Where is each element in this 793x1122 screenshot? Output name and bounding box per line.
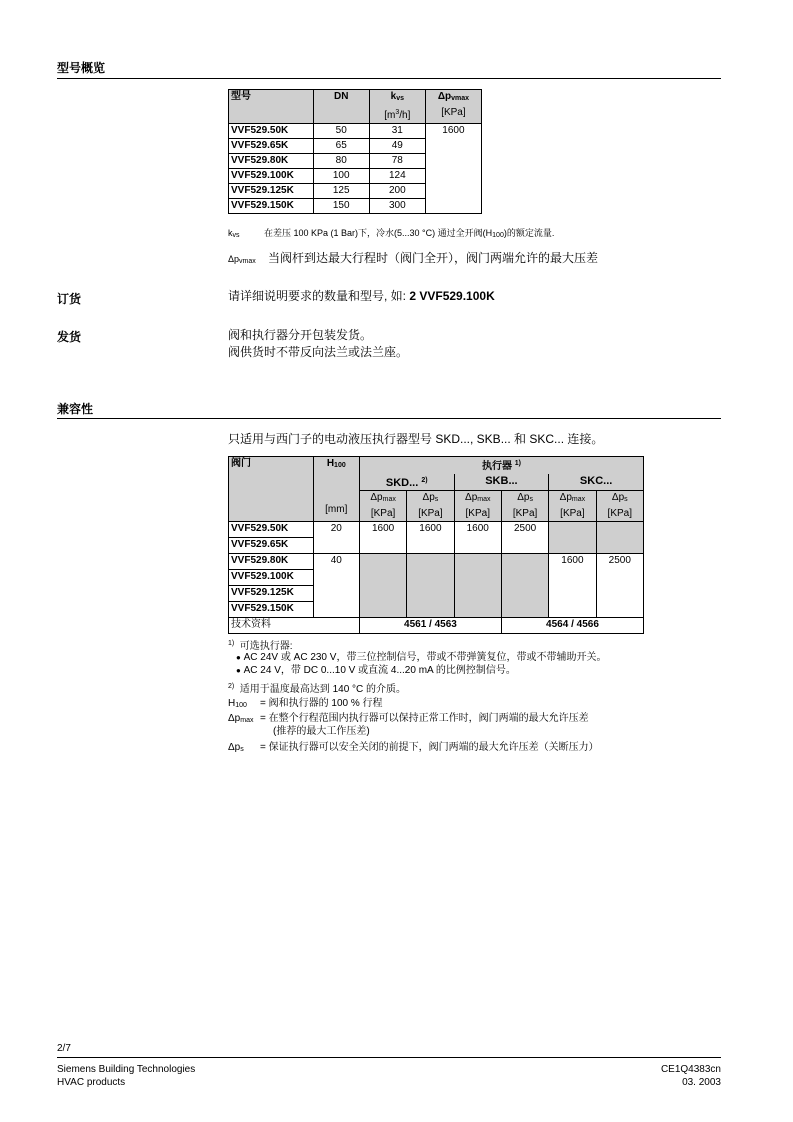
footer-rule (57, 1057, 721, 1058)
table-cell-kvs: 78 (369, 154, 425, 169)
h100-definition: $H_{100}$ = 阀和执行器的 100 % 行程 (228, 698, 383, 709)
header-dpmax: $\Delta p_{max}$ [KPa] (454, 491, 501, 522)
table-cell-model: VVF529.125K (229, 184, 314, 199)
table-cell-empty (359, 554, 406, 618)
table-cell-skc-dpmax: 1600 (549, 554, 596, 618)
delivery-label: 发货 (57, 330, 82, 344)
section-title-overview: 型号概览 (57, 61, 106, 75)
table-cell-valve: VVF529.150K (229, 602, 314, 618)
ordering-example: 2 VVF529.100K (409, 289, 495, 303)
section-title-compat: 兼容性 (57, 402, 94, 416)
table-cell-h100: 20 (313, 522, 359, 554)
header-dps: $\Delta p_s$ [KPa] (501, 491, 548, 522)
header-model: 型号 (229, 90, 314, 124)
table-cell-valve: VVF529.65K (229, 538, 314, 554)
table-cell-empty (549, 522, 596, 554)
compat-table (228, 456, 644, 634)
header-dpmax: $\Delta p_{max}$ [KPa] (549, 491, 596, 522)
table-cell-empty (596, 522, 643, 554)
overview-table (228, 89, 482, 214)
compat-intro: 只适用与西门子的电动液压执行器型号 SKD..., SKB... 和 SKC... 连接。 (228, 432, 604, 446)
table-cell-valve: VVF529.50K (229, 522, 314, 538)
table-cell-kvs: 31 (369, 124, 425, 139)
table-cell-valve: VVF529.125K (229, 586, 314, 602)
table-cell-empty (454, 554, 501, 618)
header-skd: SKD... $^{2)}$ (359, 474, 454, 491)
tech-docs-label: 技术资料 (229, 618, 360, 634)
table-cell-skb-dpmax: 1600 (454, 522, 501, 554)
table-cell-h100: 40 (313, 554, 359, 618)
header-skb: SKB... (454, 474, 549, 491)
section-rule (57, 418, 721, 419)
footnote-2: $^{2)}$ 适用于温度最高达到 140 °C 的介质。 (228, 683, 407, 695)
table-cell-kvs: 124 (369, 169, 425, 184)
table-cell-kvs: 49 (369, 139, 425, 154)
table-cell-skd-dps: 1600 (407, 522, 454, 554)
footer-date: 03. 2003 (682, 1077, 721, 1088)
table-cell-dpvmax: 1600 (425, 124, 481, 214)
footer-company: Siemens Building Technologies (57, 1064, 196, 1075)
table-cell-dn: 50 (313, 124, 369, 139)
table-cell-skc-dps: 2500 (596, 554, 643, 618)
dps-definition: $\Delta p_s$ = 保证执行器可以安全关闭的前提下，阀门两端的最大允许压差（关断压力） (228, 742, 599, 753)
footer-doc-id: CE1Q4383cn (660, 1064, 721, 1075)
ordering-text: 请详细说明要求的数量和型号, 如: 2 VVF529.100K (228, 289, 495, 303)
header-dpvmax: $\Delta p_{vmax}$ [KPa] (425, 90, 481, 124)
tech-docs-skd: 4561 / 4563 (359, 618, 501, 634)
table-cell-model: VVF529.65K (229, 139, 314, 154)
table-cell-model: VVF529.80K (229, 154, 314, 169)
header-skc: SKC... (549, 474, 644, 491)
footnote-1-bullet-1: ● AC 24V 或 AC 230 V，带三位控制信号，带或不带弹簧复位，带或不带辅助开关。 (236, 652, 607, 663)
header-valve: 阀门 (229, 457, 314, 522)
header-dpmax: $\Delta p_{max}$ [KPa] (359, 491, 406, 522)
delivery-line-2: 阀供货时不带反向法兰或法兰座。 (228, 345, 409, 359)
page-number: 2/7 (57, 1043, 71, 1054)
table-cell-model: VVF529.100K (229, 169, 314, 184)
header-dps: $\Delta p_s$ [KPa] (407, 491, 454, 522)
table-cell-dn: 125 (313, 184, 369, 199)
section-rule (57, 78, 721, 79)
footer-division: HVAC products (57, 1077, 126, 1088)
table-cell-dn: 100 (313, 169, 369, 184)
table-cell-valve: VVF529.100K (229, 570, 314, 586)
table-cell-kvs: 300 (369, 199, 425, 214)
table-cell-empty (501, 554, 548, 618)
delivery-line-1: 阀和执行器分开包装发货。 (228, 328, 373, 342)
footnote-1: $^{1)}$ 可选执行器: (228, 640, 293, 652)
header-h100: $H_{100}$ [mm] (313, 457, 359, 522)
header-actuator: 执行器 $^{1)}$ (359, 457, 643, 475)
header-dn: DN (313, 90, 369, 124)
table-cell-empty (407, 554, 454, 618)
table-cell-model: VVF529.150K (229, 199, 314, 214)
table-cell-dn: 65 (313, 139, 369, 154)
table-cell-dn: 150 (313, 199, 369, 214)
table-cell-skb-dps: 2500 (501, 522, 548, 554)
dpmax-definition: $\Delta p_{max}$ = 在整个行程范围内执行器可以保持正常工作时，阀门两端的最大允许压差 (228, 713, 589, 724)
table-cell-kvs: 200 (369, 184, 425, 199)
kvs-definition: $k_{vs}$ 在差压 100 KPa (1 Bar)下，冷水(5...30 °C) 通过全开阀$(H_{100})$的额定流量. (228, 228, 555, 239)
ordering-label: 订货 (57, 292, 82, 306)
table-cell-model: VVF529.50K (229, 124, 314, 139)
table-cell-valve: VVF529.80K (229, 554, 314, 570)
footnote-1-bullet-2: ● AC 24 V，带 DC 0...10 V 或直流 4...20 mA 的比例控制信号。 (236, 665, 516, 676)
table-cell-skd-dpmax: 1600 (359, 522, 406, 554)
tech-docs-skb: 4564 / 4566 (501, 618, 643, 634)
header-dps: $\Delta p_s$ [KPa] (596, 491, 643, 522)
header-kvs: $k_{vs}$ $[m^3/h]$ (369, 90, 425, 124)
table-cell-dn: 80 (313, 154, 369, 169)
dpmax-definition-note: (推荐的最大工作压差) (273, 726, 370, 737)
dpvmax-definition: $\Delta p_{vmax}$ 当阀杆到达最大行程时（阀门全开），阀门两端允许的最大压差 (228, 251, 599, 265)
